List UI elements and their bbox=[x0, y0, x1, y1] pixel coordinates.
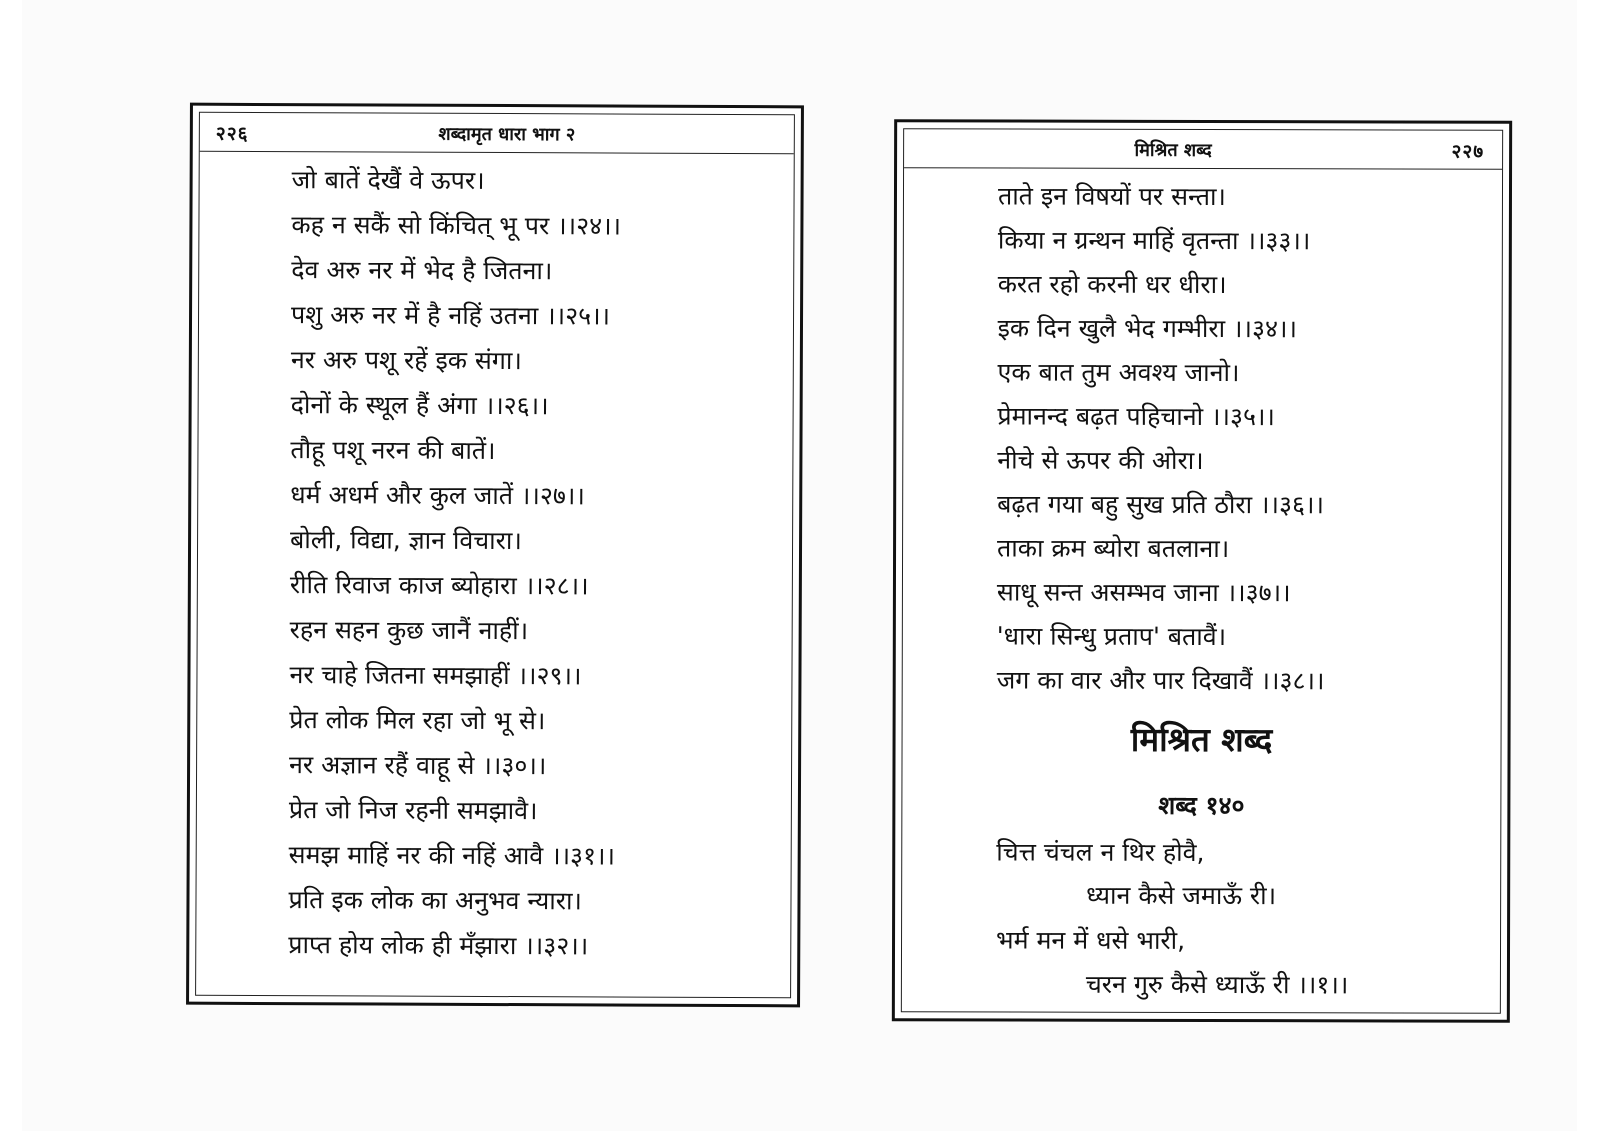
verse-line: धर्म अधर्म और कुल जातें ।।२७।। bbox=[290, 480, 585, 511]
verse-line: प्रेत जो निज रहनी समझावै। bbox=[288, 795, 538, 826]
left-page-frame bbox=[195, 112, 795, 999]
verse-line: रीति रिवाज काज ब्योहारा ।।२८।। bbox=[289, 570, 589, 601]
verse-line: जो बातें देखैं वे ऊपर। bbox=[291, 165, 485, 195]
right-page bbox=[892, 119, 1512, 1023]
right-page-number: २२७ bbox=[1451, 140, 1485, 163]
verse-line: जग का वार और पार दिखावैं ।।३८।। bbox=[996, 665, 1325, 696]
verse-line: बढ़त गया बहु सुख प्रति ठौरा ।।३६।। bbox=[997, 489, 1325, 520]
verse-line: बोली, विद्या, ज्ञान विचारा। bbox=[290, 525, 522, 556]
verse-line: समझ माहिं नर की नहिं आवै ।।३१।। bbox=[288, 840, 616, 871]
verse-line: करत रहो करनी धर धीरा। bbox=[997, 269, 1227, 300]
right-page-header bbox=[904, 129, 1502, 170]
verse-line: नर अरु पशू रहें इक संगा। bbox=[290, 345, 522, 376]
verse-line: कह न सकैं सो किंचित् भू पर ।।२४।। bbox=[291, 210, 622, 241]
section-title: मिश्रित शब्द bbox=[1130, 719, 1273, 760]
verse-line: 'धारा सिन्धु प्रताप' बतावैं। bbox=[996, 621, 1227, 652]
poem-line: चरन गुरु कैसे ध्याऊँ री ।।१।। bbox=[1085, 969, 1349, 1000]
verse-line: प्रेमानन्द बढ़त पहिचानो ।।३५।। bbox=[997, 401, 1275, 432]
right-page-frame bbox=[901, 128, 1503, 1014]
verse-line: पशु अरु नर में है नहिं उतना ।।२५।। bbox=[290, 300, 611, 331]
scanned-spread bbox=[22, 0, 1577, 1131]
verse-line: किया न ग्रन्थन माहिं वृतन्ता ।।३३।। bbox=[997, 225, 1311, 256]
verse-line: इक दिन खुलै भेद गम्भीरा ।।३४।। bbox=[997, 313, 1297, 344]
verse-line: प्राप्त होय लोक ही मँझारा ।।३२।। bbox=[288, 930, 589, 961]
left-page bbox=[186, 103, 804, 1008]
left-running-title: शब्दामृत धारा भाग २ bbox=[438, 123, 576, 146]
shabd-number: शब्द १४० bbox=[1158, 790, 1245, 821]
verse-line: ताका क्रम ब्योरा बतलाना। bbox=[997, 533, 1230, 564]
poem-line: ध्यान कैसे जमाऊँ री। bbox=[1086, 880, 1277, 911]
verse-line: साधू सन्त असम्भव जाना ।।३७।। bbox=[996, 577, 1291, 608]
left-page-number: २२६ bbox=[215, 122, 249, 145]
verse-line: दोनों के स्थूल हैं अंगा ।।२६।। bbox=[290, 390, 549, 421]
poem-line: भर्म मन में धसे भारी, bbox=[995, 925, 1186, 955]
right-running-title: मिश्रित शब्द bbox=[1134, 139, 1212, 162]
verse-line: नीचे से ऊपर की ओरा। bbox=[997, 445, 1204, 476]
verse-line: प्रति इक लोक का अनुभव न्यारा। bbox=[288, 885, 582, 916]
poem-line: चित्त चंचल न थिर होवै, bbox=[996, 837, 1205, 868]
verse-line: देव अरु नर में भेद है जितना। bbox=[291, 255, 553, 286]
verse-line: तौहू पशू नरन की बातें। bbox=[290, 435, 496, 466]
left-page-header bbox=[200, 113, 794, 155]
verse-line: प्रेत लोक मिल रहा जो भू से। bbox=[289, 705, 546, 736]
verse-line: नर चाहे जितना समझाहीं ।।२९।। bbox=[289, 660, 582, 691]
verse-line: ताते इन विषयों पर सन्ता। bbox=[997, 181, 1226, 212]
verse-line: एक बात तुम अवश्य जानो। bbox=[997, 357, 1240, 388]
verse-line: रहन सहन कुछ जानैं नाहीं। bbox=[289, 615, 529, 646]
verse-line: नर अज्ञान रहैं वाहू से ।।३०।। bbox=[289, 750, 547, 781]
